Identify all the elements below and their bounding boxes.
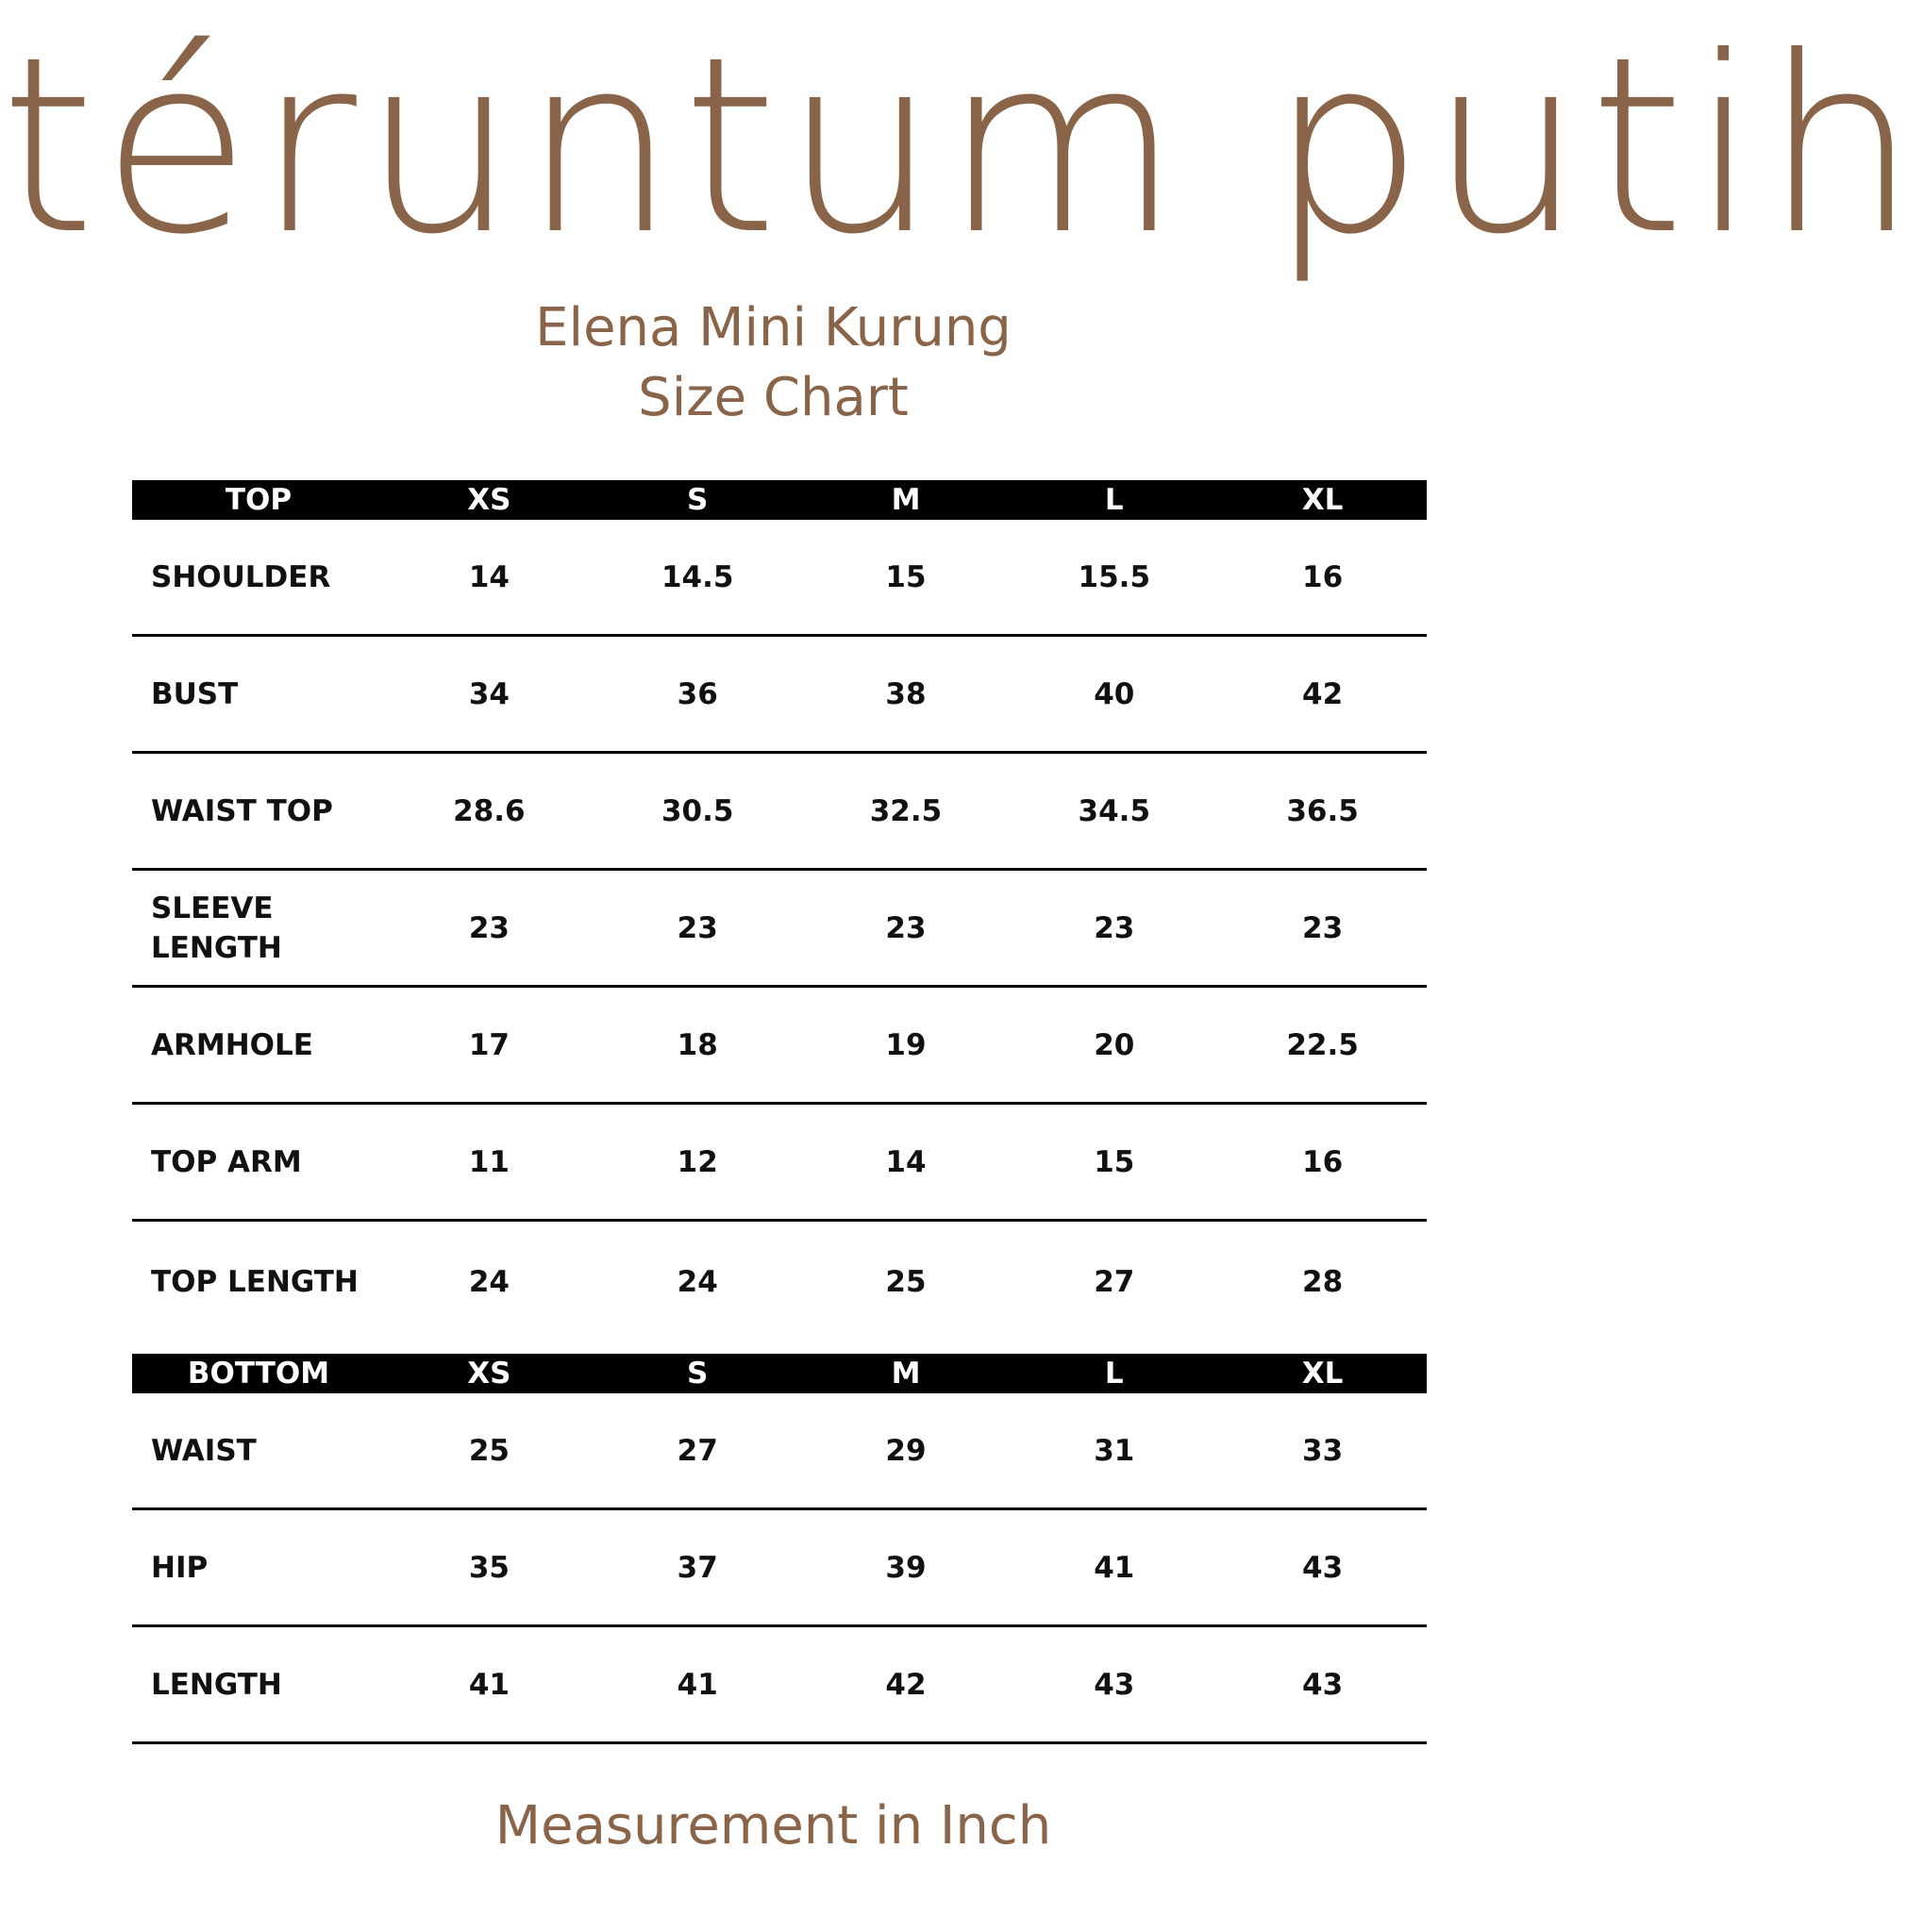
cell-xs: 34 <box>468 676 510 711</box>
header-cell-xs: XS <box>467 483 511 517</box>
measurement-unit-note: Measurement in Inch <box>494 1795 1052 1857</box>
cell-xl: 16 <box>1302 559 1344 594</box>
cell-xs: 41 <box>468 1667 510 1702</box>
cell-xl: 23 <box>1302 910 1344 945</box>
row-label: WAIST <box>151 1433 257 1468</box>
cell-xs: 25 <box>468 1433 510 1468</box>
cell-xs: 14 <box>468 559 510 594</box>
cell-s: 23 <box>677 910 718 945</box>
cell-xl: 16 <box>1302 1144 1344 1179</box>
header-cell-section: BOTTOM <box>187 1357 330 1391</box>
row-label: SLEEVE LENGTH <box>151 891 282 965</box>
cell-l: 23 <box>1094 910 1135 945</box>
table-row <box>132 520 1427 637</box>
header-cell-s: S <box>687 1357 709 1391</box>
cell-xl: 43 <box>1302 1550 1344 1585</box>
cell-l: 15.5 <box>1078 559 1151 594</box>
cell-l: 40 <box>1094 676 1135 711</box>
cell-l: 43 <box>1094 1667 1135 1702</box>
cell-m: 19 <box>885 1027 927 1062</box>
cell-s: 12 <box>677 1144 718 1179</box>
cell-xs: 17 <box>468 1027 510 1062</box>
cell-m: 29 <box>885 1433 927 1468</box>
header-cell-l: L <box>1104 1357 1124 1391</box>
top-size-table <box>132 480 1427 1341</box>
row-label: TOP LENGTH <box>151 1264 359 1299</box>
cell-xl: 43 <box>1302 1667 1344 1702</box>
header-cell-section: TOP <box>225 483 293 517</box>
cell-s: 18 <box>677 1027 718 1062</box>
cell-xs: 24 <box>468 1264 510 1299</box>
cell-m: 14 <box>885 1144 927 1179</box>
cell-m: 23 <box>885 910 927 945</box>
cell-xl: 33 <box>1302 1433 1344 1468</box>
header-cell-s: S <box>687 483 709 517</box>
cell-s: 37 <box>677 1550 718 1585</box>
cell-l: 31 <box>1094 1433 1135 1468</box>
table-row <box>132 1105 1427 1222</box>
cell-xs: 35 <box>468 1550 510 1585</box>
header-cell-l: L <box>1104 483 1124 517</box>
row-label: WAIST TOP <box>151 793 333 828</box>
cell-m: 42 <box>885 1667 927 1702</box>
cell-m: 15 <box>885 559 927 594</box>
bottom-size-table <box>132 1354 1427 1744</box>
table-row <box>132 754 1427 871</box>
cell-l: 34.5 <box>1078 793 1151 828</box>
cell-s: 24 <box>677 1264 718 1299</box>
table-row <box>132 637 1427 754</box>
cell-m: 25 <box>885 1264 927 1299</box>
product-name: Elena Mini Kurung <box>535 297 1012 358</box>
table-row <box>132 1510 1427 1627</box>
row-label: SHOULDER <box>151 559 331 594</box>
cell-m: 38 <box>885 676 927 711</box>
cell-xl: 22.5 <box>1286 1027 1359 1062</box>
cell-s: 27 <box>677 1433 718 1468</box>
cell-s: 14.5 <box>661 559 734 594</box>
cell-m: 39 <box>885 1550 927 1585</box>
header-cell-m: M <box>891 1357 921 1391</box>
cell-l: 27 <box>1094 1264 1135 1299</box>
cell-s: 30.5 <box>661 793 734 828</box>
header-cell-m: M <box>891 483 921 517</box>
cell-l: 15 <box>1094 1144 1135 1179</box>
cell-l: 20 <box>1094 1027 1135 1062</box>
chart-title: Size Chart <box>638 367 909 428</box>
cell-xl: 28 <box>1302 1264 1344 1299</box>
bottom-table-header <box>132 1354 1427 1393</box>
cell-s: 36 <box>677 676 718 711</box>
cell-m: 32.5 <box>869 793 943 828</box>
cell-l: 41 <box>1094 1550 1135 1585</box>
row-label: ARMHOLE <box>151 1027 313 1062</box>
row-label: TOP ARM <box>151 1144 302 1179</box>
table-row <box>132 1627 1427 1744</box>
row-label: HIP <box>151 1550 209 1585</box>
table-row <box>132 1222 1427 1341</box>
brand-logo-text: téruntum putih <box>0 5 1924 288</box>
top-table-header <box>132 480 1427 520</box>
cell-xl: 36.5 <box>1286 793 1359 828</box>
table-row <box>132 1393 1427 1510</box>
table-row <box>132 871 1427 988</box>
header-cell-xl: XL <box>1301 483 1344 517</box>
cell-xs: 28.6 <box>453 793 526 828</box>
row-label: BUST <box>151 676 239 711</box>
row-label: LENGTH <box>151 1667 282 1702</box>
header-cell-xl: XL <box>1301 1357 1344 1391</box>
table-row <box>132 988 1427 1105</box>
cell-s: 41 <box>677 1667 718 1702</box>
cell-xs: 23 <box>468 910 510 945</box>
cell-xs: 11 <box>468 1144 510 1179</box>
header-cell-xs: XS <box>467 1357 511 1391</box>
cell-xl: 42 <box>1302 676 1344 711</box>
